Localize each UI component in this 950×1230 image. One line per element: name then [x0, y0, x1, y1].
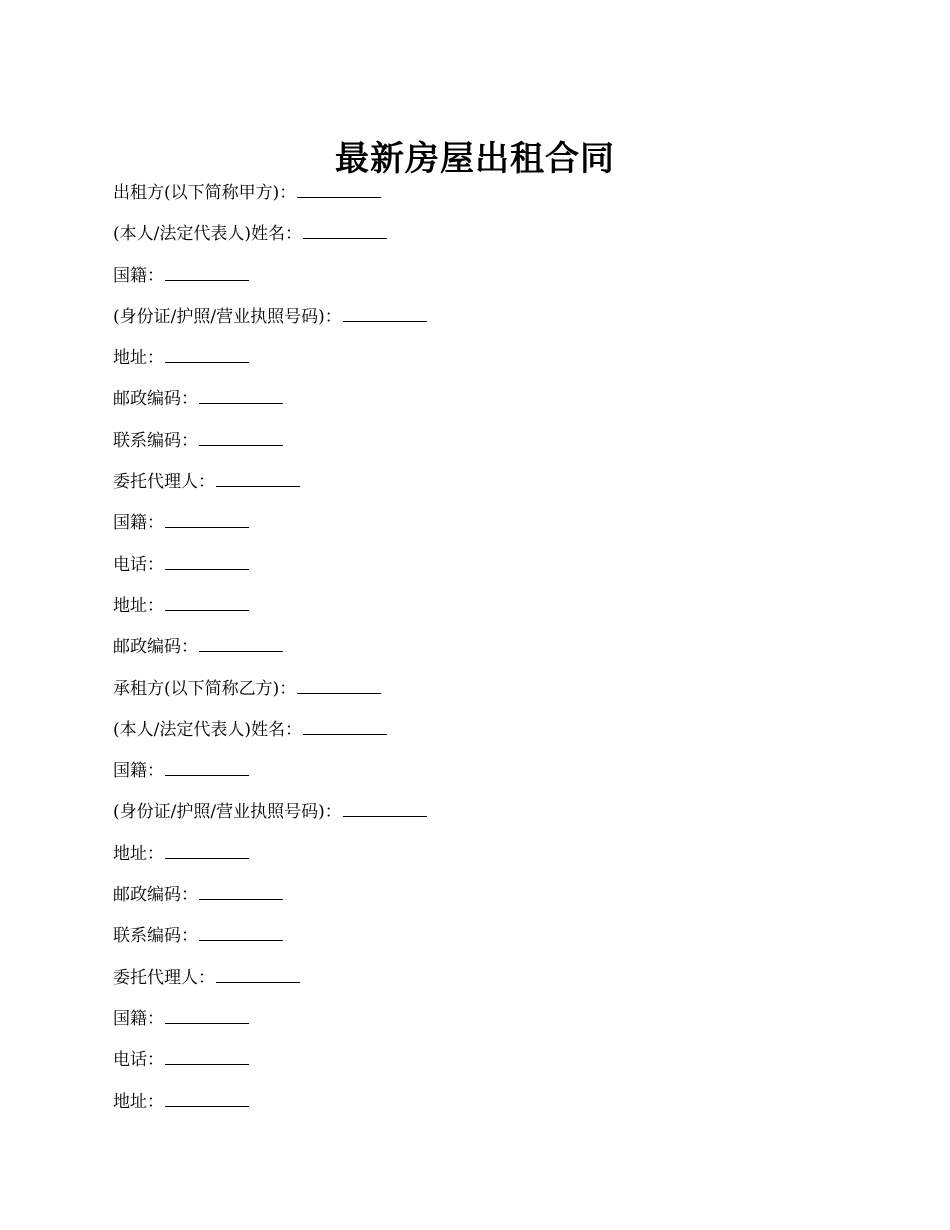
- field-label: 联系编码：: [113, 430, 198, 451]
- blank-line[interactable]: [199, 632, 283, 652]
- field-label: 邮政编码：: [113, 885, 198, 906]
- field-lessor-contact: [113, 425, 873, 466]
- field-label: 地址：: [113, 1091, 164, 1112]
- field-lessee: [113, 673, 873, 714]
- field-lessor-agent-address: [113, 590, 873, 631]
- field-lessee-id-number: [113, 796, 873, 837]
- field-label: 委托代理人：: [113, 472, 215, 493]
- field-lessor-postal-code: [113, 383, 873, 424]
- blank-line[interactable]: [165, 343, 249, 363]
- blank-line[interactable]: [297, 674, 381, 694]
- field-lessee-nationality: [113, 755, 873, 796]
- field-lessee-agent-nationality: [113, 1003, 873, 1044]
- blank-line[interactable]: [297, 178, 381, 198]
- field-lessor-address: [113, 342, 873, 383]
- field-lessor: [113, 177, 873, 218]
- field-label: (身份证/护照/营业执照号码)：: [113, 802, 342, 823]
- field-label: 邮政编码：: [113, 389, 198, 410]
- field-lessee-name: [113, 714, 873, 755]
- field-label: 地址：: [113, 595, 164, 616]
- field-lessor-name: [113, 218, 873, 259]
- field-label: 国籍：: [113, 265, 164, 286]
- field-label: 电话：: [113, 1050, 164, 1071]
- field-label: 联系编码：: [113, 926, 198, 947]
- blank-line[interactable]: [199, 921, 283, 941]
- field-lessee-agent: [113, 962, 873, 1003]
- blank-line[interactable]: [165, 550, 249, 570]
- field-lessee-contact: [113, 920, 873, 961]
- blank-line[interactable]: [343, 302, 427, 322]
- field-label: (本人/法定代表人)姓名：: [113, 719, 302, 740]
- field-lessee-postal-code: [113, 879, 873, 920]
- blank-line[interactable]: [216, 467, 300, 487]
- blank-line[interactable]: [165, 591, 249, 611]
- field-lessor-agent: [113, 466, 873, 507]
- field-label: 邮政编码：: [113, 637, 198, 658]
- field-label: 国籍：: [113, 513, 164, 534]
- field-label: 国籍：: [113, 1008, 164, 1029]
- field-label: 国籍：: [113, 761, 164, 782]
- blank-line[interactable]: [303, 219, 387, 239]
- blank-line[interactable]: [165, 839, 249, 859]
- field-lessor-agent-phone: [113, 549, 873, 590]
- field-lessor-id-number: [113, 301, 873, 342]
- blank-line[interactable]: [165, 261, 249, 281]
- blank-line[interactable]: [165, 508, 249, 528]
- field-label: 承租方(以下简称乙方)：: [113, 678, 297, 699]
- document-title: 最新房屋出租合同: [335, 138, 615, 179]
- blank-line[interactable]: [343, 797, 427, 817]
- field-label: 出租方(以下简称甲方)：: [113, 183, 297, 203]
- field-lessor-nationality: [113, 260, 873, 301]
- field-label: 电话：: [113, 554, 164, 575]
- blank-line[interactable]: [303, 715, 387, 735]
- blank-line[interactable]: [165, 1004, 249, 1024]
- field-lessee-address: [113, 838, 873, 879]
- blank-line[interactable]: [199, 384, 283, 404]
- contract-party-fields: [113, 177, 873, 1127]
- blank-line[interactable]: [216, 963, 300, 983]
- field-lessee-agent-address: [113, 1086, 873, 1127]
- field-label: (身份证/护照/营业执照号码)：: [113, 306, 342, 327]
- blank-line[interactable]: [165, 756, 249, 776]
- blank-line[interactable]: [165, 1087, 249, 1107]
- blank-line[interactable]: [199, 880, 283, 900]
- field-label: 委托代理人：: [113, 967, 215, 988]
- blank-line[interactable]: [199, 426, 283, 446]
- field-lessee-agent-phone: [113, 1044, 873, 1085]
- field-label: 地址：: [113, 348, 164, 369]
- field-lessor-agent-postal-code: [113, 631, 873, 672]
- field-label: 地址：: [113, 843, 164, 864]
- blank-line[interactable]: [165, 1045, 249, 1065]
- field-label: (本人/法定代表人)姓名：: [113, 224, 302, 245]
- field-lessor-agent-nationality: [113, 507, 873, 548]
